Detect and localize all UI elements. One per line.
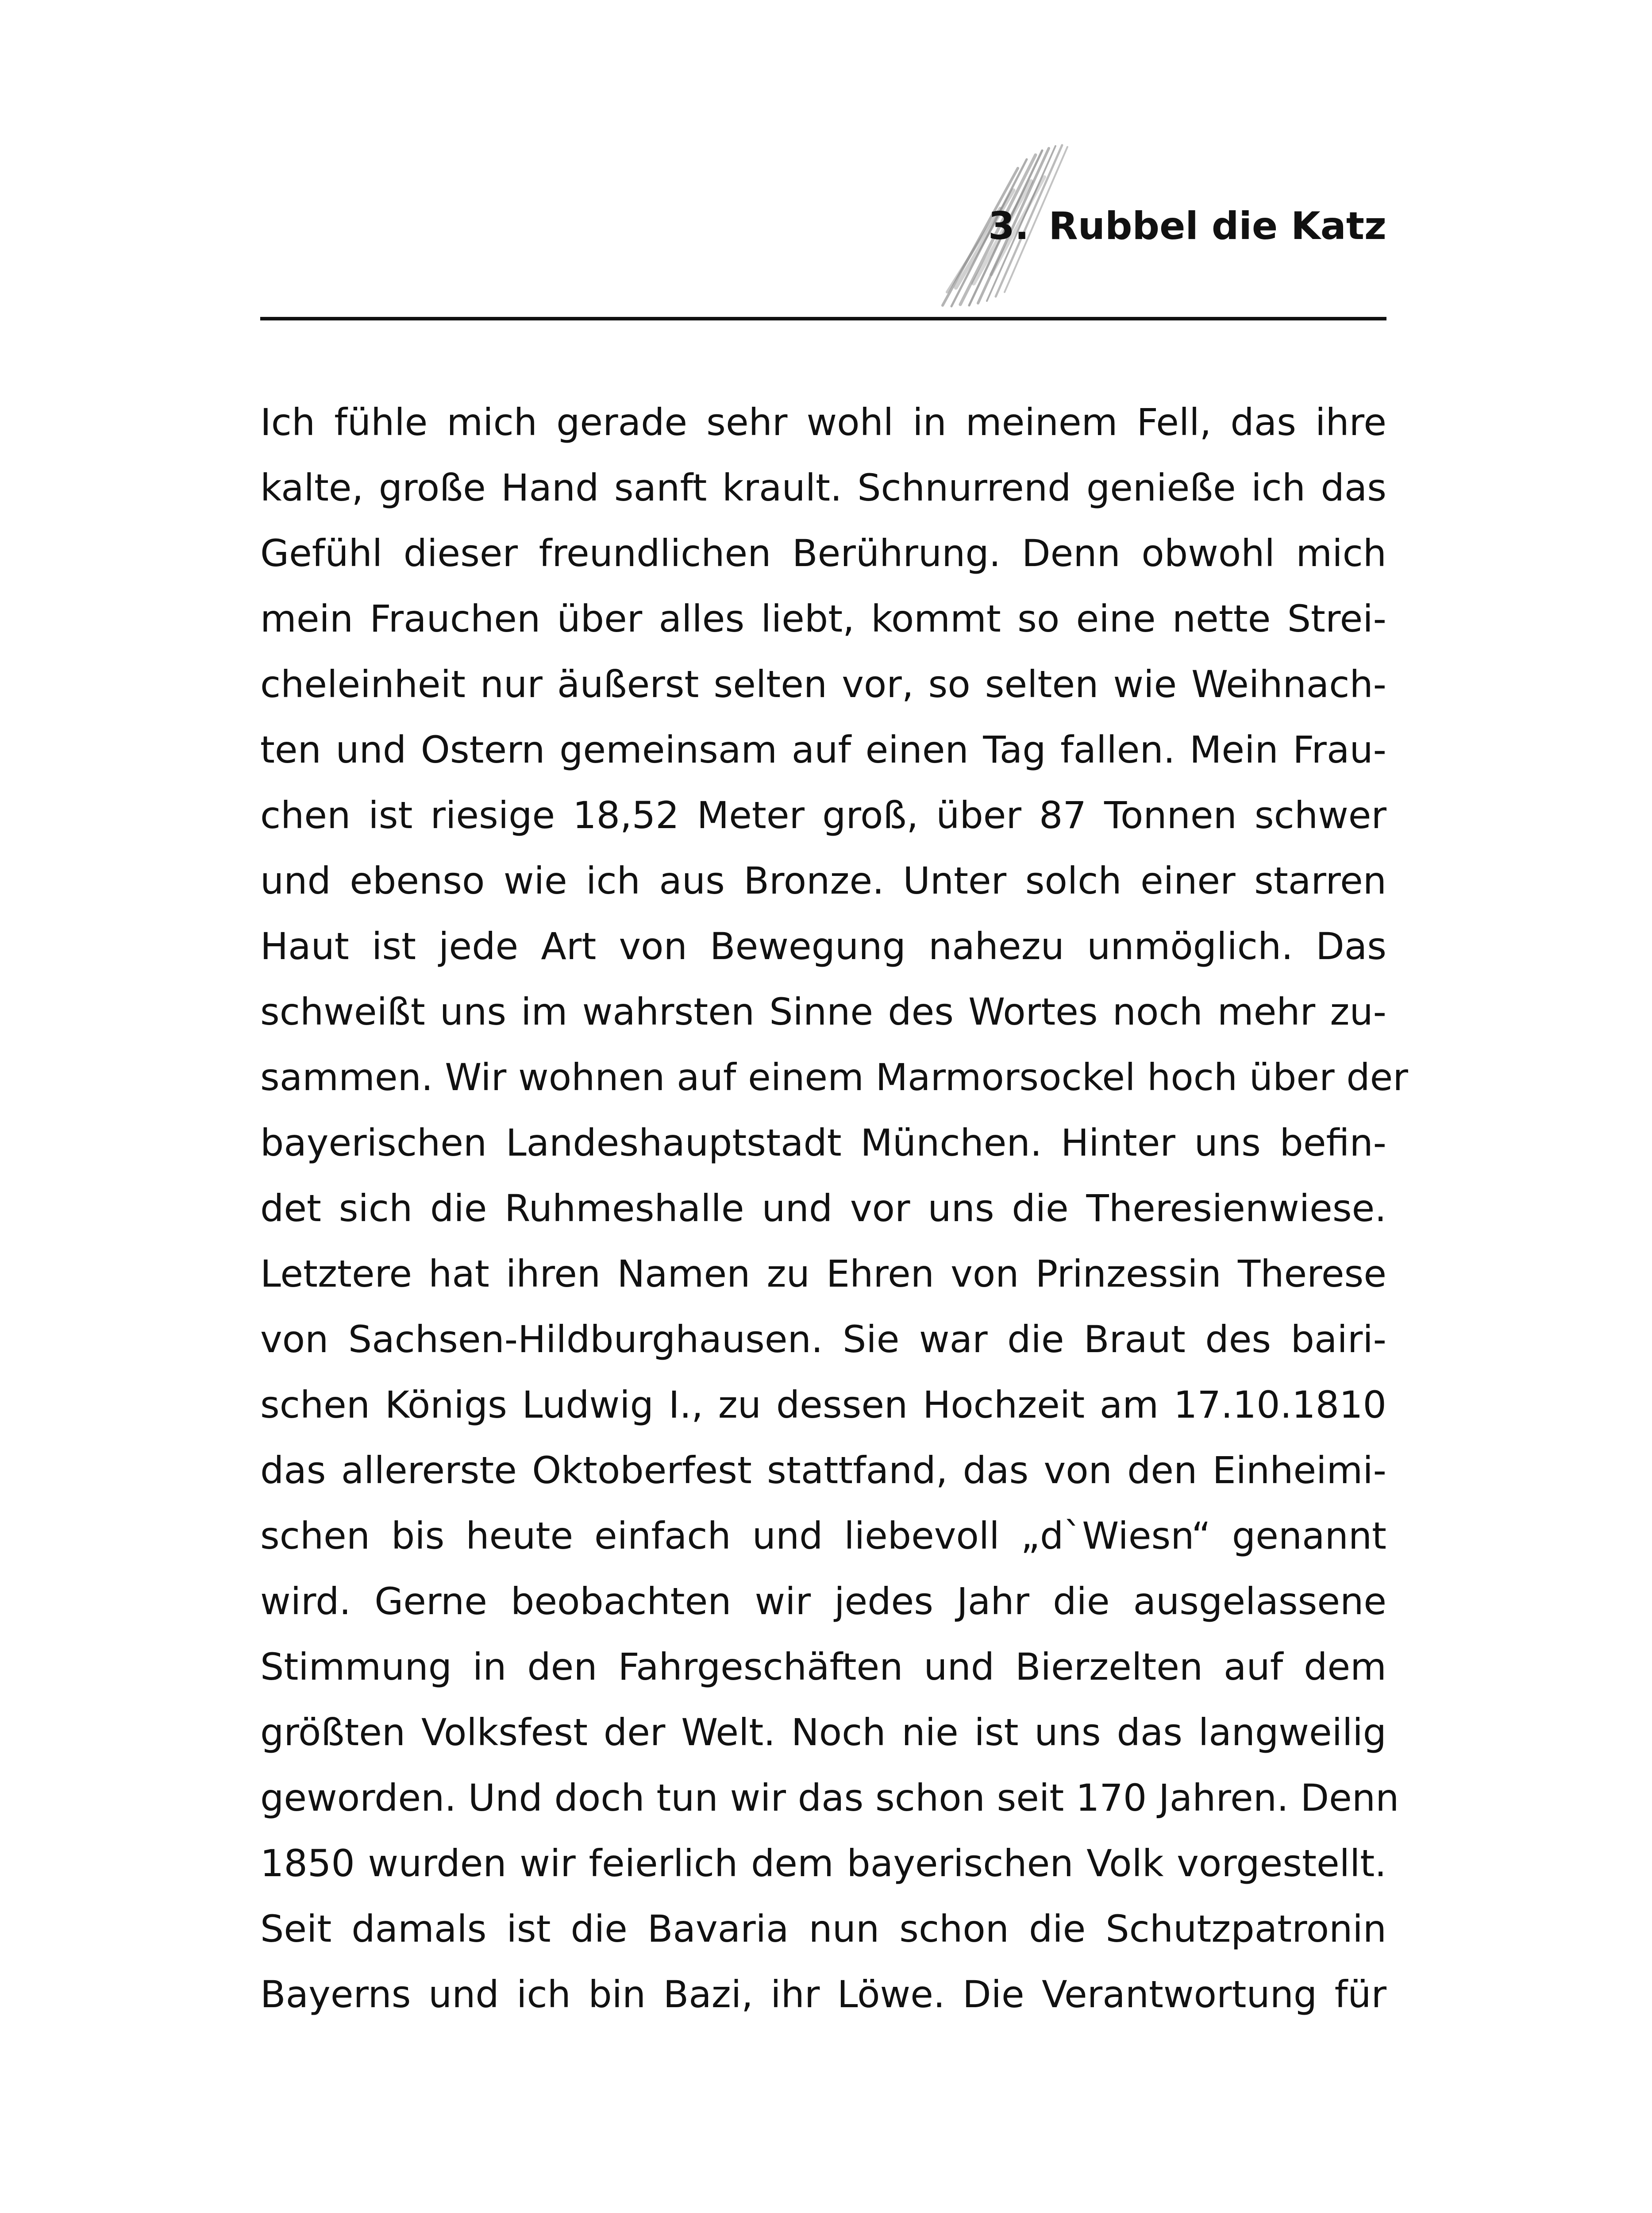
text-line: Seit damals ist die Bavaria nun schon die Schutzpatronin [260,1907,1386,1951]
text-line: cheleinheit nur äußerst selten vor, so selten wie Weihnach- [260,663,1386,706]
text-line: ten und Ostern gemeinsam auf einen Tag fallen. Mein Frau- [260,728,1386,771]
text-line: und ebenso wie ich aus Bronze. Unter solch einer starren [260,859,1386,902]
text-line: geworden. Und doch tun wir das schon seit 170 Jahren. Denn [260,1776,1399,1820]
text-line: det sich die Ruhmeshalle und vor uns die Theresienwiese. [260,1187,1386,1230]
text-line: größten Volksfest der Welt. Noch nie ist uns das langweilig [260,1711,1386,1754]
text-line: das allererste Oktoberfest stattfand, das von den Einheimi- [260,1449,1386,1492]
text-line: Bayerns und ich bin Bazi, ihr Löwe. Die Verantwortung für [260,1973,1386,2016]
text-line: 1850 wurden wir feierlich dem bayerischen Volk vorgestellt. [260,1842,1386,1885]
text-line: Stimmung in den Fahrgeschäften und Bierzelten auf dem [260,1645,1386,1689]
text-line: schen bis heute einfach und liebevoll „d`Wiesn“ genannt [260,1514,1386,1558]
body-text [260,389,1408,2027]
heading-divider [260,317,1386,320]
text-line: sammen. Wir wohnen auf einem Marmorsockel hoch über der [260,1056,1408,1099]
text-line: chen ist riesige 18,52 Meter groß, über 87 Tonnen schwer [260,794,1386,837]
text-line: bayerischen Landeshauptstadt München. Hinter uns befin- [260,1121,1386,1164]
text-line: wird. Gerne beobachten wir jedes Jahr die ausgelassene [260,1580,1386,1623]
text-line: von Sachsen-Hildburghausen. Sie war die Braut des bairi- [260,1318,1386,1361]
text-line: schen Königs Ludwig I., zu dessen Hochzeit am 17.10.1810 [260,1383,1386,1426]
text-line: Letztere hat ihren Namen zu Ehren von Prinzessin Therese [260,1252,1386,1295]
text-line: schweißt uns im wahrsten Sinne des Wortes noch mehr zu- [260,990,1386,1033]
text-line: mein Frauchen über alles liebt, kommt so eine nette Strei- [260,597,1386,640]
text-line: Ich fühle mich gerade sehr wohl in meinem Fell, das ihre [260,401,1386,444]
text-line: kalte, große Hand sanft krault. Schnurrend genieße ich das [260,466,1386,509]
chapter-heading [988,204,1386,248]
chapter-number: 3. [988,204,1029,248]
text-line: Gefühl dieser freundlichen Berührung. Denn obwohl mich [260,532,1386,575]
text-line: Haut ist jede Art von Bewegung nahezu unmöglich. Das [260,925,1386,968]
chapter-title: Rubbel die Katz [1048,204,1386,248]
